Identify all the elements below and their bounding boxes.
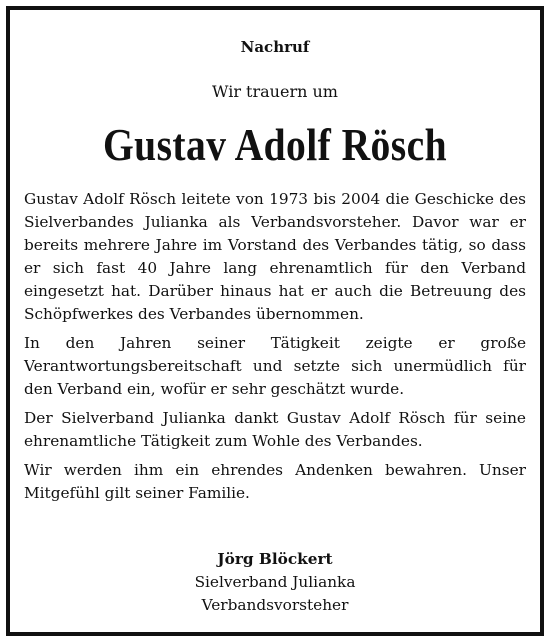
signer-name: Jörg Blöckert — [217, 550, 333, 568]
signer-organization: Sielverband Julianka — [194, 573, 356, 591]
notice-intro: Wir trauern um — [212, 82, 338, 101]
obituary-frame — [6, 6, 544, 636]
signature-block — [10, 548, 540, 617]
signer-role: Verbandsvorsteher — [201, 596, 349, 614]
deceased-name: Gustav Adolf Rösch — [102, 119, 448, 170]
notice-heading: Nachruf — [240, 38, 310, 56]
paragraph-2: In den Jahren seiner Tätigkeit zeigte er große Verantwortungsbereitschaft und setzte sich unermüdlich für den Verband ein, wofür er sehr geschätzt wurde. — [24, 334, 526, 398]
paragraph-1: Gustav Adolf Rösch leitete von 1973 bis 2004 die Geschicke des Sielverbandes Julianka als Verbandsvorsteher. Davor war er bereits mehrere Jahre im Vorstand des Verbandes tätig, so dass er sich fast 40 Jahre lang ehrenamtlich für den Verband eingesetzt hat. Darüber hinaus hat er auch die Betreuung des Schöpfwerkes des Verbandes übernommen. — [24, 190, 526, 323]
paragraph-4: Wir werden ihm ein ehrendes Andenken bewahren. Unser Mitgefühl gilt seiner Familie. — [24, 461, 526, 502]
obituary-body — [24, 188, 526, 511]
paragraph-3: Der Sielverband Julianka dankt Gustav Adolf Rösch für seine ehrenamtliche Tätigkeit zum Wohle des Verbandes. — [24, 409, 526, 450]
obituary-content — [10, 10, 540, 632]
